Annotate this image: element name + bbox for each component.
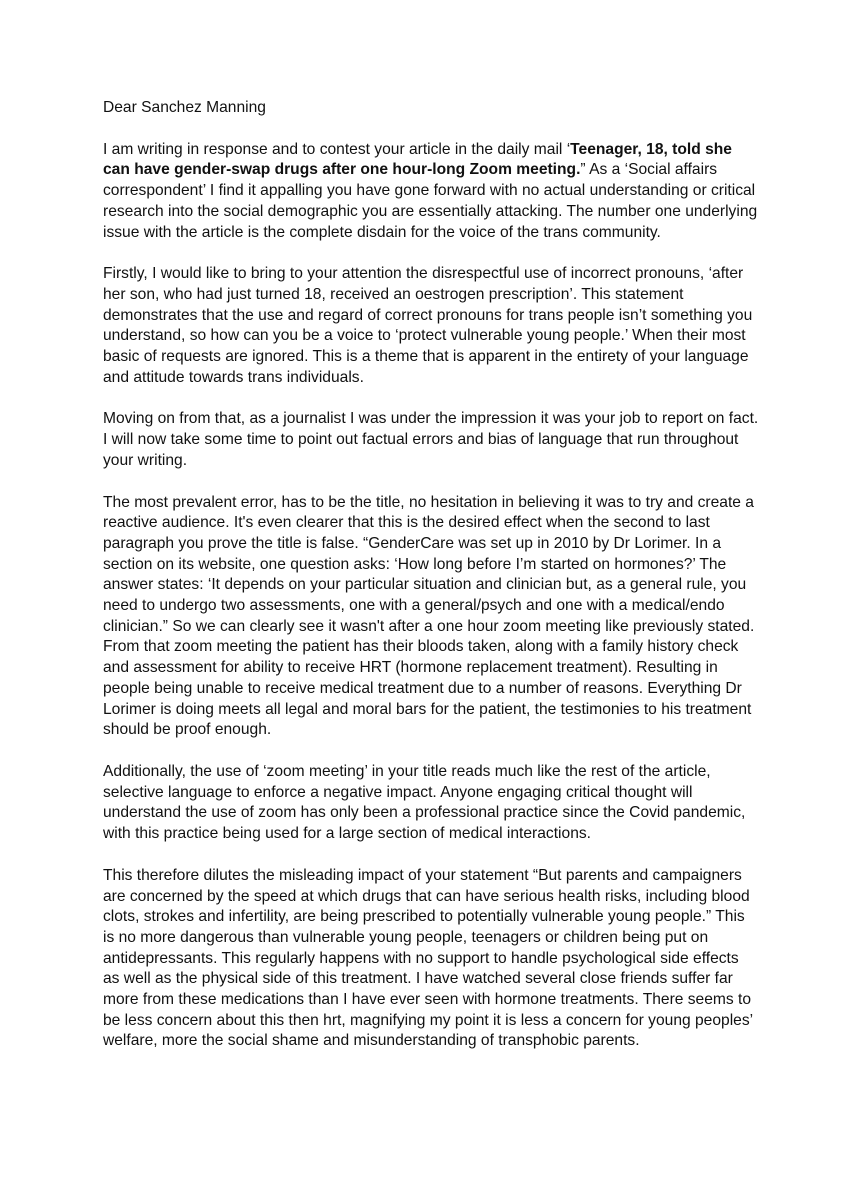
paragraph-zoom: Additionally, the use of ‘zoom meeting’ in your title reads much like the rest of the article, selective language to enforce a negative impact. Anyone engaging critical thought will understand the use of zoom has only been a professional practice since the Covid pandemic, with this practice being used for a large section of medical interactions. <box>103 762 746 843</box>
paragraph-health-risks: This therefore dilutes the misleading impact of your statement “But parents and campaigners are concerned by the speed at which drugs that can have serious health risks, including blood clots, strokes and infertility, are being prescribed to potentially vulnerable young people.” This is no more dangerous than vulnerable young people, teenagers or children being put on antidepressants. This regularly happens with no support to handle psychological side effects as well as the physical side of this treatment. I have watched several close friends suffer far more from these medications than I have ever seen with hormone treatments. There seems to be less concern about this then hrt, magnifying my point it is less a concern for young peoples’ welfare, more the social shame and misunderstanding of transphobic parents. <box>103 866 753 1050</box>
salutation: Dear Sanchez Manning <box>103 99 266 116</box>
intro-text-before: I am writing in response and to contest your article in the daily mail ‘ <box>103 140 571 158</box>
paragraph-intro <box>103 140 759 244</box>
paragraph-journalism: Moving on from that, as a journalist I was under the impression it was your job to report on fact. I will now take some time to point out factual errors and bias of language that run throughout your writing. <box>103 410 759 469</box>
intro-text-after: ” As a ‘Social affairs correspondent’ I find it appalling you have gone forward with no actual understanding or critical research into the social demographic you are essentially attacking. The number one underlying issue with the article is the complete disdain for the voice of the trans community. <box>103 161 758 241</box>
article-title: Teenager, 18, told she can have gender-swap drugs after one hour-long Zoom meeting. <box>103 140 732 179</box>
paragraph-title-error: The most prevalent error, has to be the title, no hesitation in believing it was to try and create a reactive audience. It's even clearer that this is the desired effect when the second to last paragraph you prove the title is false. “GenderCare was set up in 2010 by Dr Lorimer. In a section on its website, one question asks: ‘How long before I’m started on hormones?’ The answer states: ‘It depends on your particular situation and clinician but, as a general rule, you need to undergo two assessments, one with a general/psych and one with a medical/endo clinician.” So we can clearly see it wasn't after a one hour zoom meeting like previously stated. From that zoom meeting the patient has their bloods taken, along with a family history check and assessment for ability to receive HRT (hormone replacement treatment). Resulting in people being unable to receive medical treatment due to a number of reasons. Everything Dr Lorimer is doing meets all legal and moral bars for the patient, the testimonies to his treatment should be proof enough. <box>103 493 755 739</box>
paragraph-pronouns: Firstly, I would like to bring to your attention the disrespectful use of incorrect pronouns, ‘after her son, who had just turned 18, received an oestrogen prescription’. This statement demonstrates that the use and regard of correct pronouns for trans people isn’t something you understand, so how can you be a voice to ‘protect vulnerable young people.’ When their most basic of requests are ignored. This is a theme that is apparent in the entirety of your language and attitude towards trans individuals. <box>103 265 753 386</box>
